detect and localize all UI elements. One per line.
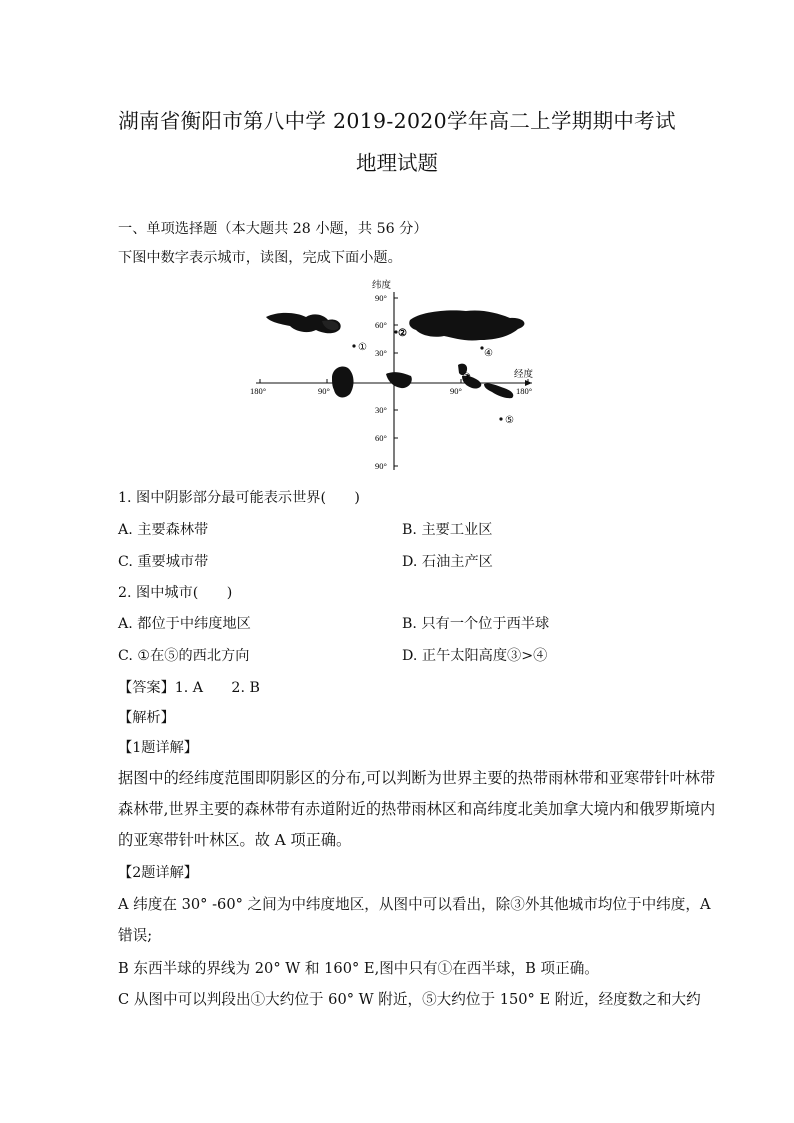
city-5-label: ⑤ [505, 415, 514, 426]
world-map-figure [248, 278, 538, 478]
detail-1-line: 的亚寒带针叶林区。故 A 项正确。 [118, 831, 352, 849]
question-2-option-c: C. ①在⑤的西北方向 [118, 648, 250, 664]
lon-label-90e: 90° [450, 386, 462, 396]
y-axis-label: 纬度 [372, 281, 392, 291]
detail-2-line: A 纬度在 30° -60° 之间为中纬度地区，从图中可以看出，除③外其他城市均位于中纬度，A [118, 896, 711, 913]
question-2-option-d: D. 正午太阳高度③>④ [402, 648, 548, 664]
lat-label-90n: 90° [375, 293, 387, 303]
lat-label-60n: 60° [375, 320, 387, 330]
analysis-label: 【解析】 [118, 710, 175, 726]
question-1-option-a: A. 主要森林带 [118, 522, 209, 538]
city-3-label: ③ [462, 372, 471, 383]
city-2-label: ② [398, 328, 407, 339]
detail-2-line: B 东西半球的界线为 20° W 和 160° E,图中只有①在西半球，B 项正确。 [118, 960, 599, 977]
document-title: 湖南省衡阳市第八中学 2019-2020学年高二上学期期中考试 [118, 109, 676, 133]
question-2-option-a: A. 都位于中纬度地区 [118, 616, 251, 632]
lat-label-30s: 30° [375, 405, 387, 415]
answer-line: 【答案】1. A 2. B [118, 680, 260, 696]
question-2-option-b: B. 只有一个位于西半球 [402, 616, 550, 632]
detail-2-label: 【2题详解】 [118, 865, 198, 881]
question-intro: 下图中数字表示城市，读图，完成下面小题。 [118, 250, 402, 266]
detail-1-line: 据图中的经纬度范围即阴影区的分布,可以判断为世界主要的热带雨林带和亚寒带针叶林带 [118, 769, 716, 787]
lat-label-60s: 60° [375, 433, 387, 443]
section-heading: 一、单项选择题（本大题共 28 小题，共 56 分） [118, 221, 428, 237]
detail-2-line: C 从图中可以判段出①大约位于 60° W 附近，⑤大约位于 150° E 附近，经度数之和大约 [118, 991, 701, 1008]
city-1-label: ① [358, 342, 367, 353]
question-1-option-c: C. 重要城市带 [118, 554, 209, 570]
question-1-stem: 1. 图中阴影部分最可能表示世界( ) [118, 490, 360, 506]
question-1-option-b: B. 主要工业区 [402, 522, 493, 538]
lon-label-180e: 180° [516, 386, 533, 396]
x-axis-label: 经度 [514, 370, 534, 380]
shaded-region-amazon [332, 366, 354, 397]
detail-2-line: 错误; [118, 927, 153, 944]
question-1-option-d: D. 石油主产区 [402, 554, 493, 570]
detail-1-label: 【1题详解】 [118, 740, 198, 756]
city-1-dot [352, 344, 355, 347]
lat-label-30n: 30° [375, 348, 387, 358]
shaded-region-new-guinea [484, 383, 513, 398]
question-2-stem: 2. 图中城市( ) [118, 585, 233, 601]
lon-label-90w: 90° [318, 386, 330, 396]
lat-label-90s: 90° [375, 461, 387, 471]
document-subtitle: 地理试题 [356, 151, 438, 175]
lon-label-180w: 180° [250, 386, 267, 396]
shaded-region-siberia [409, 310, 524, 340]
city-4-label: ④ [484, 348, 493, 359]
city-5-dot [499, 417, 502, 420]
detail-1-line: 森林带,世界主要的森林带有赤道附近的热带雨林区和高纬度北美加拿大境内和俄罗斯境内 [118, 800, 716, 818]
shaded-region-congo [386, 372, 412, 388]
